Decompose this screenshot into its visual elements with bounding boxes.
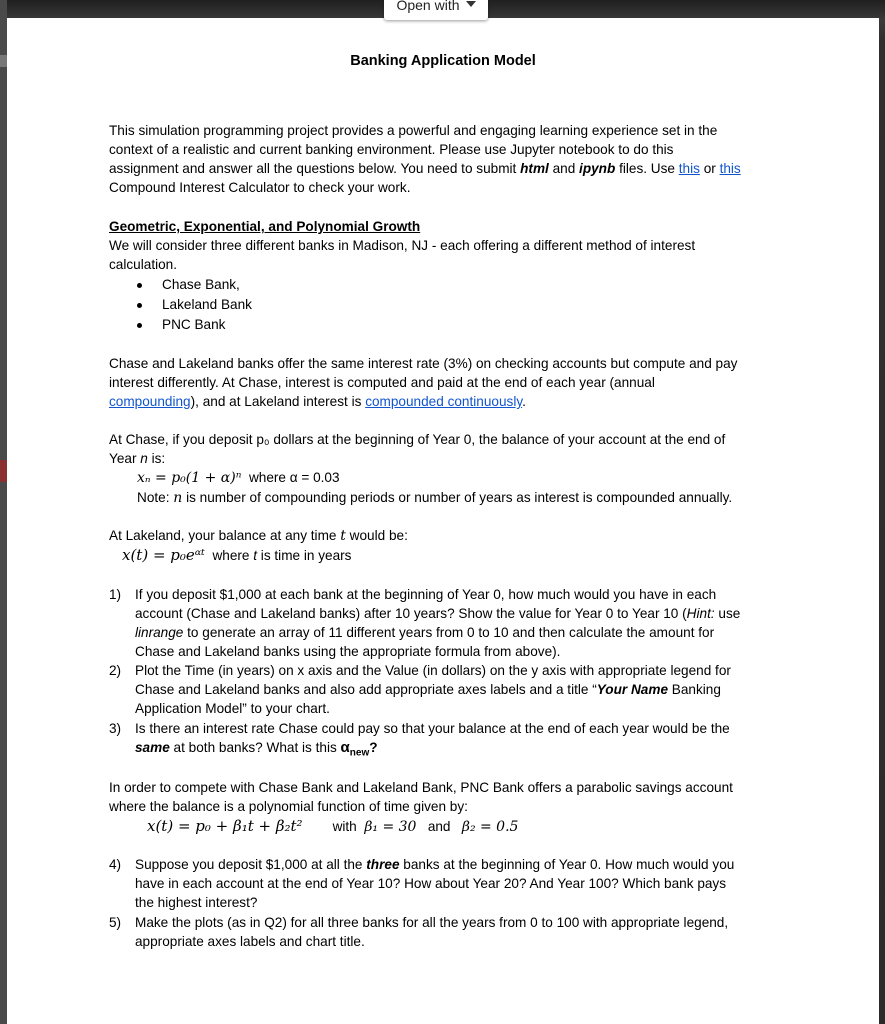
interest-line: interest differently. At Chase, interest is computed and paid at the end of each year (annual [109,375,655,390]
caret-down-icon [466,1,476,7]
question-item: 2) Plot the Time (in years) on x axis and the Value (in dollars) on the y axis with appropriate legend for [109,663,731,678]
pnc-formula: x(t) = p₀ + β₁t + β₂t² with β₁ = 30 and β₂ = 0.5 [147,817,519,835]
question-line: same at both banks? What is this $\alpha_{new}$? [135,739,378,759]
banks-intro-line: We will consider three different banks in Madison, NJ - each offering a different method of interest [109,238,696,253]
calculator-link-2[interactable]: this [719,161,741,176]
question-item: 3) Is there an interest rate Chase could pay so that your balance at the end of each year would be the [109,721,730,736]
list-item: PNC Bank [137,315,225,334]
question-line: account (Chase and Lakeland banks) after 10 years? Show the value for Year 0 to Year 10 (Hint: use [135,606,741,621]
compounding-link[interactable]: compounding [109,394,191,409]
question-line: appropriate axes labels and chart title. [135,934,365,949]
question-item: 5) Make the plots (as in Q2) for all three banks for all the years from 0 to 100 with appropriate legend, [109,915,729,930]
banks-intro-line: calculation. [109,257,178,272]
chase-note: Note: n is number of compounding periods or number of years as interest is compounded annually. [137,490,733,506]
intro-line: context of a realistic and current banking environment. Please use Jupyter notebook to do this [109,142,674,157]
lakeland-line: At Lakeland, your balance at any time t would be: [109,528,408,544]
question-line: Chase and Lakeland banks and also add appropriate axes labels and a title “Your Name Banking [135,682,721,697]
question-line: Application Model” to your chart. [135,701,330,716]
question-item: 1) If you deposit $1,000 at each bank at the beginning of Year 0, how much would you have in each [109,587,717,602]
document-page [7,18,879,1024]
lakeland-formula: x(t) = p₀eᵅᵗ where t is time in years [122,546,352,564]
section-heading: Geometric, Exponential, and Polynomial Growth [109,219,421,234]
page-title: Banking Application Model [350,53,536,69]
question-line: have in each account at the end of Year 10? How about Year 20? And Year 100? Which bank pays [135,876,727,891]
calculator-link-1[interactable]: this [678,161,700,176]
open-with-label: Open with [396,0,460,13]
question-line: the highest interest? [135,895,258,910]
edge-marker [0,55,7,67]
viewer-left-edge [0,0,7,1024]
chase-formula: xₙ = p₀(1 + α)ⁿ where α = 0.03 [137,470,340,486]
question-line: linrange to generate an array of 11 different years from 0 to 10 and then calculate the amount for [135,625,715,640]
compounded-continuously-link[interactable]: compounded continuously [365,394,523,409]
question-line: Chase and Lakeland banks using the appropriate formula from above). [135,644,561,659]
edge-marker [0,460,7,482]
pnc-line: In order to compete with Chase Bank and Lakeland Bank, PNC Bank offers a parabolic savings account [109,780,733,795]
chase-line: Year n is: [109,451,166,466]
list-item: Lakeland Bank [137,295,252,314]
pnc-line: where the balance is a polynomial function of time given by: [109,799,468,814]
intro-line: This simulation programming project provides a powerful and engaging learning experience set in the [109,123,718,138]
interest-line: Chase and Lakeland banks offer the same interest rate (3%) on checking accounts but compute and pay [109,356,738,371]
bullet-icon [137,283,142,288]
list-item: Chase Bank, [137,275,240,294]
question-item: 4) Suppose you deposit $1,000 at all the three banks at the beginning of Year 0. How much would you [109,857,735,872]
intro-line: assignment and answer all the questions below. You need to submit html and ipynb files. Use this or this [109,161,741,176]
bullet-icon [137,323,142,328]
chase-line: At Chase, if you deposit p₀ dollars at the beginning of Year 0, the balance of your account at the end of [109,432,726,447]
interest-line: compounding), and at Lakeland interest is compounded continuously. [109,394,526,409]
bullet-icon [137,303,142,308]
intro-line: Compound Interest Calculator to check your work. [109,180,411,195]
open-with-button[interactable] [384,0,488,20]
